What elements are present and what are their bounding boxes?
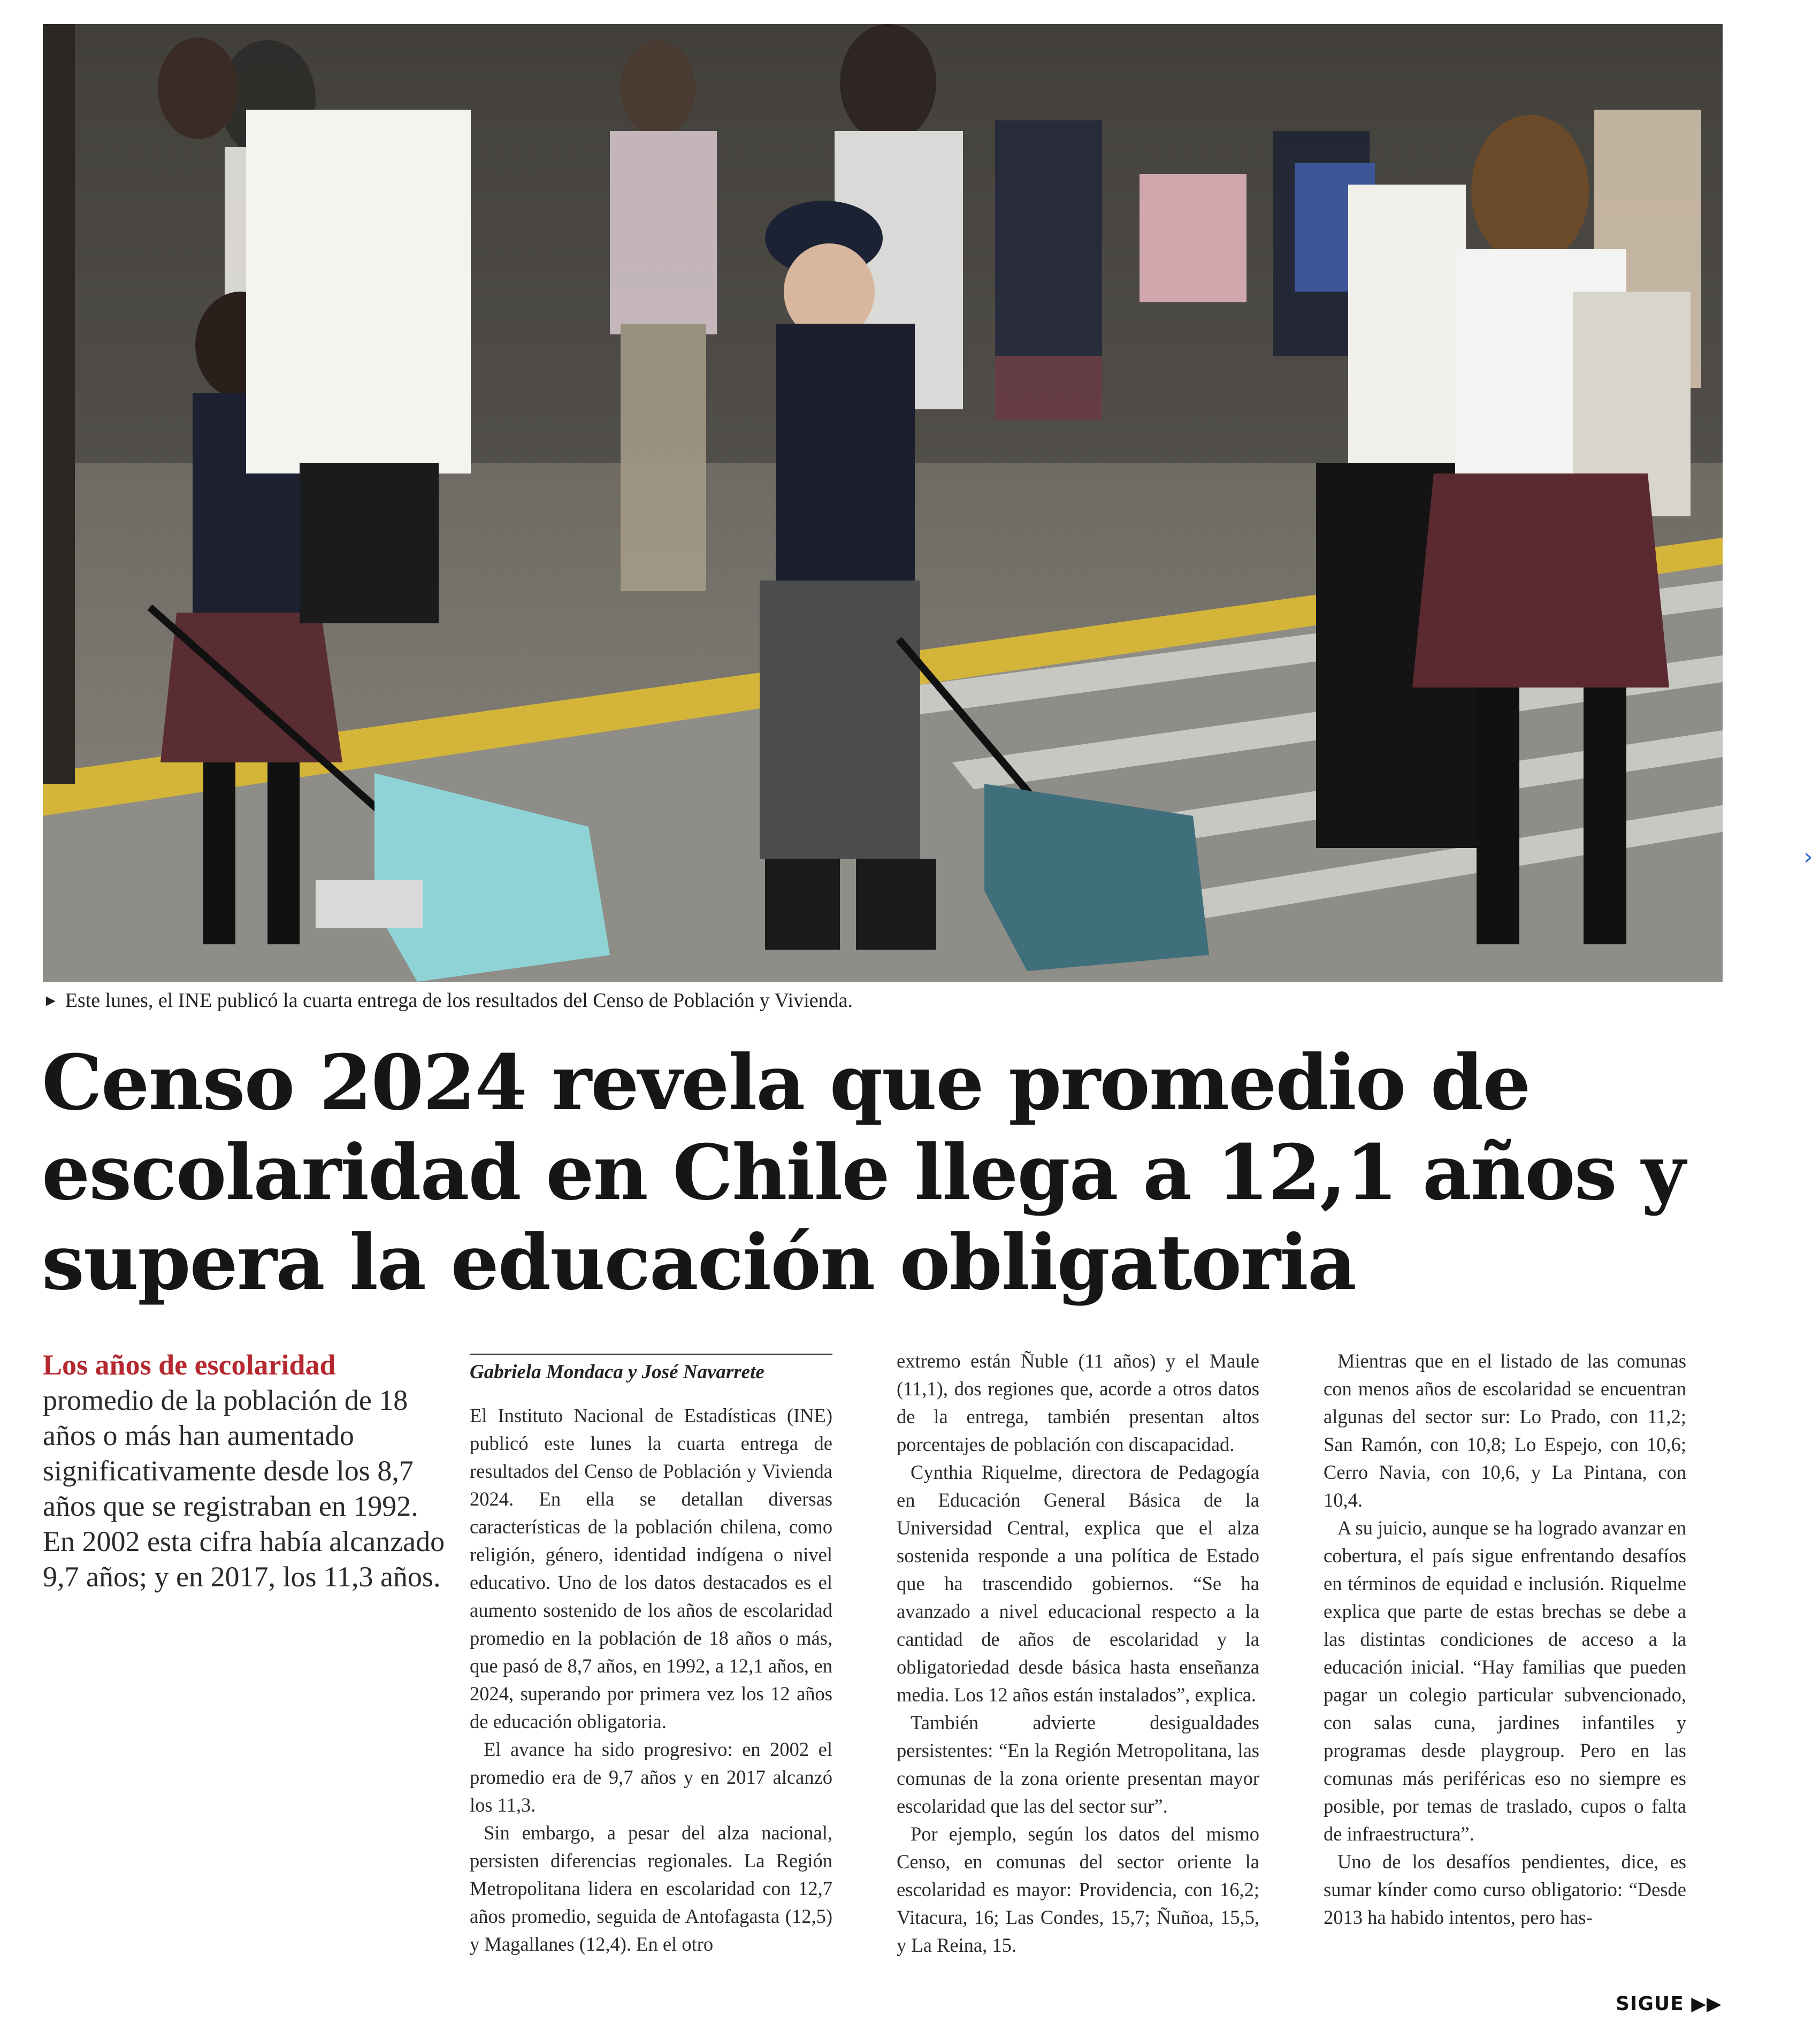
paragraph: extremo están Ñuble (11 años) y el Maule (11,1), dos regiones que, acorde a otros datos de la entrega, también presentan altos porcentajes de población con discapacidad. <box>897 1350 1259 1455</box>
article-column-2 <box>897 1347 1259 1959</box>
headline: Censo 2024 revela que promedio de escolaridad en Chile llega a 12,1 años y supera la educación obligatoria <box>42 1038 1685 1307</box>
paragraph: Mientras que en el listado de las comunas con menos años de escolaridad se encuentran algunas del sector sur: Lo Prado, con 11,2; San Ramón, con 10,8; Lo Espejo, con 10,6; Cerro Navia, con 10,6, y La Pintana, con 10,4. <box>1324 1350 1686 1511</box>
photo-illustration <box>43 24 1723 982</box>
lede-kicker: Los años de escolaridad <box>43 1349 336 1381</box>
paragraph: El Instituto Nacional de Estadísticas (INE) publicó este lunes la cuarta entrega de resultados del Censo de Población y Vivienda 2024. En ella se detallan diversas características de la población chilena, como religión, género, identidad indígena o nivel educativo. Uno de los datos destacados es el aumento sostenido de los años de escolaridad promedio en la población de 18 años o más, que pasó de 8,7 años, en 1992, a 12,1 años, en 2024, superando por primera vez los 12 años de educación obligatoria. <box>470 1404 832 1732</box>
byline: Gabriela Mondaca y José Navarrete <box>470 1354 832 1384</box>
paragraph: El avance ha sido progresivo: en 2002 el promedio era de 9,7 años y en 2017 alcanzó los 11,3. <box>470 1738 832 1816</box>
article-photo <box>43 24 1723 982</box>
paragraph: Sin embargo, a pesar del alza nacional, persisten diferencias regionales. La Región Metropolitana lidera en escolaridad con 12,7 años promedio, seguida de Antofagasta (12,5) y Magallanes (12,4). En el otro <box>470 1822 832 1955</box>
article-column-3 <box>1324 1347 1686 1931</box>
paragraph: A su juicio, aunque se ha logrado avanzar en cobertura, el país sigue enfrentando desafíos en términos de equidad e inclusión. Riquelme explica que parte de estas brechas se debe a las distintas condiciones de acceso a la educación inicial. “Hay familias que pueden pagar un colegio particular subvencionado, con salas cuna, jardines infantiles y programas desde playgroup. Pero en las comunas más periféricas eso no siempre es posible, por temas de traslado, cupos o falta de infraestructura”. <box>1324 1517 1686 1845</box>
caption-marker-icon: ► <box>43 992 59 1010</box>
article-column-1 <box>470 1402 832 1958</box>
lede-text: promedio de la población de 18 años o más han aumentado significativamente desde los 8,7 años que se registraban en 1992. En 2002 esta cifra había alcanzado 9,7 años; y en 2017, los 11,3 años. <box>43 1384 445 1593</box>
paragraph: Uno de los desafíos pendientes, dice, es sumar kínder como curso obligatorio: “Desde 2013 ha habido intentos, pero has- <box>1324 1851 1686 1928</box>
continues-marker: SIGUE ▶▶ <box>1616 1993 1722 2015</box>
paragraph: Cynthia Riquelme, directora de Pedagogía en Educación General Básica de la Universidad Central, explica que el alza sostenida responde a una política de Estado que ha trascendido gobiernos. “Se ha avanzado a nivel educacional respecto a la cantidad de años de escolaridad y la obligatoriedad desde básica hasta enseñanza media. Los 12 años están instalados”, explica. <box>897 1461 1259 1706</box>
caption-text: Este lunes, el INE publicó la cuarta entrega de los resultados del Censo de Población y Vivienda. <box>65 989 853 1012</box>
chevron-right-icon[interactable]: › <box>1803 843 1813 870</box>
photo-caption <box>43 989 1723 1012</box>
paragraph: Por ejemplo, según los datos del mismo Censo, en comunas del sector oriente la escolaridad es mayor: Providencia, con 16,2; Vitacura, 16; Las Condes, 15,7; Ñuñoa, 15,5, y La Reina, 15. <box>897 1823 1259 1956</box>
paragraph: También advierte desigualdades persistentes: “En la Región Metropolitana, las comunas de la zona oriente presentan mayor escolaridad que las del sector sur”. <box>897 1712 1259 1817</box>
lede <box>43 1347 449 1594</box>
